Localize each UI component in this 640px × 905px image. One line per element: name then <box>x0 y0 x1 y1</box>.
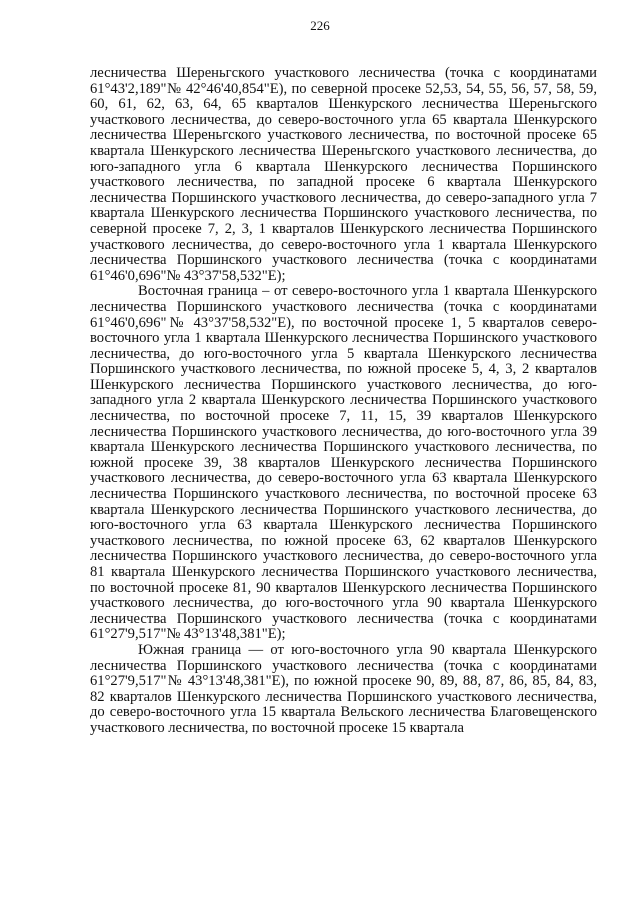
page-number: 226 <box>310 18 330 33</box>
paragraph-southern-boundary: Южная граница — от юго-восточного угла 90 квартала Шенкурского лесничества Поршинского участкового лесничества (точка с координатами 61°27'9,517"№ 43°13'48,381"Е), по южной просеке 90, 89, 88, 87, 86, 85, 84, 83, 82 кварталов Шенкурского лесничества Поршинского участкового лесничества, до северо-восточного угла 15 квартала Вельского лесничества Благовещенского участкового лесничества, по восточной просеке 15 квартала <box>90 641 597 736</box>
paragraph-western-boundary-end: лесничества Шереньгского участкового лесничества (точка с координатами 61°43'2,189"№ 42°46'40,854"Е), по северной просеке 52,53, 54, 55, 56, 57, 58, 59, 60, 61, 62, 63, 64, 65 кварталов Шенкурского лесничества Шереньгского участкового лесничества, до северо-восточного угла 65 квартала Шенкурского лесничества Шереньгского участкового лесничества, по восточной просеке 65 квартала Шенкурского лесничества Шереньгского участкового лесничества, до юго-западного угла 6 квартала Шенкурского лесничества Поршинского участкового лесничества, по западной просеке 6 квартала Шенкурского лесничества Поршинского участкового лесничества, до северо-западного угла 7 квартала Шенкурского лесничества Поршинского участкового лесничества, по северной просеке 7, 2, 3, 1 кварталов Шенкурского лесничества Поршинского участкового лесничества, до северо-восточного угла 1 квартала Шенкурского лесничества Поршинского участкового лесничества (точка с координатами 61°46'0,696"№ 43°37'58,532"Е); <box>90 65 597 284</box>
paragraph-eastern-boundary: Восточная граница – от северо-восточного угла 1 квартала Шенкурского лесничества Поршинского участкового лесничества (точка с координатами 61°46'0,696"№ 43°37'58,532"Е), по восточной просеке 1, 5 кварталов северо-восточного угла 1 квартала Шенкурского лесничества Поршинского участкового лесничества, до юго-восточного угла 5 квартала Шенкурского лесничества Поршинского участкового лесничества, по южной просеке 5, 4, 3, 2 кварталов Шенкурского лесничества Поршинского участкового лесничества, до юго-западного угла 2 квартала Шенкурского лесничества Поршинского участкового лесничества, по восточной просеке 7, 11, 15, 39 кварталов Шенкурского лесничества Поршинского участкового лесничества, до юго-восточного угла 39 квартала Шенкурского лесничества Поршинского участкового лесничества, по южной просеке 39, 38 кварталов Шенкурского лесничества Поршинского участкового лесничества, до северо-восточного угла 63 квартала Шенкурского лесничества Поршинского участкового лесничества, по восточной просеке 63 квартала Шенкурского лесничества Поршинского участкового лесничества, до юго-восточного угла 63 квартала Шенкурского лесничества Поршинского участкового лесничества, по южной просеке 63, 62 кварталов Шенкурского лесничества Поршинского участкового лесничества, до северо-восточного угла 81 квартала Шенкурского лесничества Поршинского участкового лесничества, по восточной просеке 81, 90 кварталов Шенкурского лесничества Поршинского участкового лесничества, до юго-восточного угла 90 квартала Шенкурского лесничества Поршинского участкового лесничества (точка с координатами 61°27'9,517"№ 43°13'48,381"Е); <box>90 283 597 643</box>
document-body <box>90 66 597 737</box>
